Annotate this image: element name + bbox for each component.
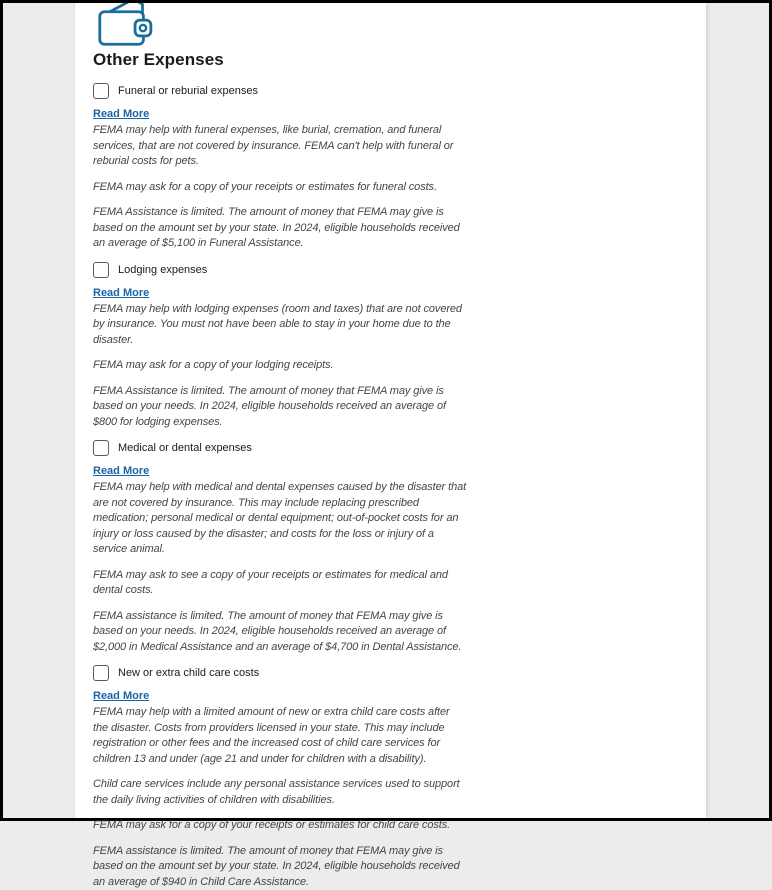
form-content-panel — [75, 3, 706, 818]
medical-read-more-link[interactable]: Read More — [93, 465, 149, 477]
lodging-checkbox[interactable] — [93, 262, 109, 278]
medical-paragraph: FEMA may ask to see a copy of your receipts or estimates for medical and dental costs. — [93, 568, 467, 599]
child-care-checkbox-label[interactable]: New or extra child care costs — [118, 667, 259, 679]
child-care-paragraph: FEMA may help with a limited amount of new or extra child care costs after the disaster. Costs from providers licensed in your state. This may include registration or other fees and the increased cost of child care services for children 13 and under (age 21 and under for children with a disability). — [93, 705, 467, 767]
child-care-read-more-link[interactable]: Read More — [93, 690, 149, 702]
child-care-paragraph: Child care services include any personal assistance services used to support the daily living activities of children with disabilities. — [93, 777, 467, 808]
funeral-paragraph: FEMA may help with funeral expenses, like burial, cremation, and funeral services, that are not covered by insurance. FEMA can't help with funeral or reburial costs for pets. — [93, 123, 467, 170]
funeral-paragraph: FEMA may ask for a copy of your receipts or estimates for funeral costs. — [93, 180, 467, 196]
funeral-checkbox[interactable] — [93, 83, 109, 99]
lodging-description — [93, 302, 467, 431]
medical-paragraph: FEMA may help with medical and dental expenses caused by the disaster that are not covered by insurance. This may include replacing prescribed medication; personal medical or dental equipment; out-of-pocket costs for an injury or loss caused by the disaster; and costs for the loss or injury of a service animal. — [93, 480, 467, 558]
medical-checkbox-label[interactable]: Medical or dental expenses — [118, 442, 252, 454]
lodging-paragraph: FEMA Assistance is limited. The amount of money that FEMA may give is based on your needs. In 2024, eligible households received an average of $800 for lodging expenses. — [93, 384, 467, 431]
lodging-paragraph: FEMA may ask for a copy of your lodging receipts. — [93, 358, 467, 374]
funeral-checkbox-row[interactable] — [93, 83, 706, 99]
child-care-paragraph: FEMA may ask for a copy of your receipts or estimates for child care costs. — [93, 818, 467, 834]
funeral-read-more-link[interactable]: Read More — [93, 108, 149, 120]
medical-paragraph: FEMA assistance is limited. The amount of money that FEMA may give is based on your needs. In 2024, eligible households received an average of $2,000 in Medical Assistance and an average of $4,700 in Dental Assistance. — [93, 609, 467, 656]
section-medical — [93, 440, 706, 655]
funeral-description — [93, 123, 467, 252]
section-child-care — [93, 665, 706, 890]
medical-checkbox-row[interactable] — [93, 440, 706, 456]
wallet-icon — [93, 3, 153, 46]
funeral-paragraph: FEMA Assistance is limited. The amount of money that FEMA may give is based on the amount set by your state. In 2024, eligible households received an average of $5,100 in Funeral Assistance. — [93, 205, 467, 252]
lodging-checkbox-row[interactable] — [93, 262, 706, 278]
page-title: Other Expenses — [93, 50, 706, 70]
section-lodging — [93, 262, 706, 431]
lodging-paragraph: FEMA may help with lodging expenses (room and taxes) that are not covered by insurance. You must not have been able to stay in your home due to the disaster. — [93, 302, 467, 349]
lodging-read-more-link[interactable]: Read More — [93, 287, 149, 299]
funeral-checkbox-label[interactable]: Funeral or reburial expenses — [118, 85, 258, 97]
medical-description — [93, 480, 467, 655]
child-care-description — [93, 705, 467, 890]
child-care-checkbox-row[interactable] — [93, 665, 706, 681]
child-care-checkbox[interactable] — [93, 665, 109, 681]
child-care-paragraph: FEMA assistance is limited. The amount of money that FEMA may give is based on the amount set by your state. In 2024, eligible households received an average of $940 in Child Care Assistance. — [93, 844, 467, 890]
section-funeral — [93, 83, 706, 252]
medical-checkbox[interactable] — [93, 440, 109, 456]
lodging-checkbox-label[interactable]: Lodging expenses — [118, 264, 207, 276]
